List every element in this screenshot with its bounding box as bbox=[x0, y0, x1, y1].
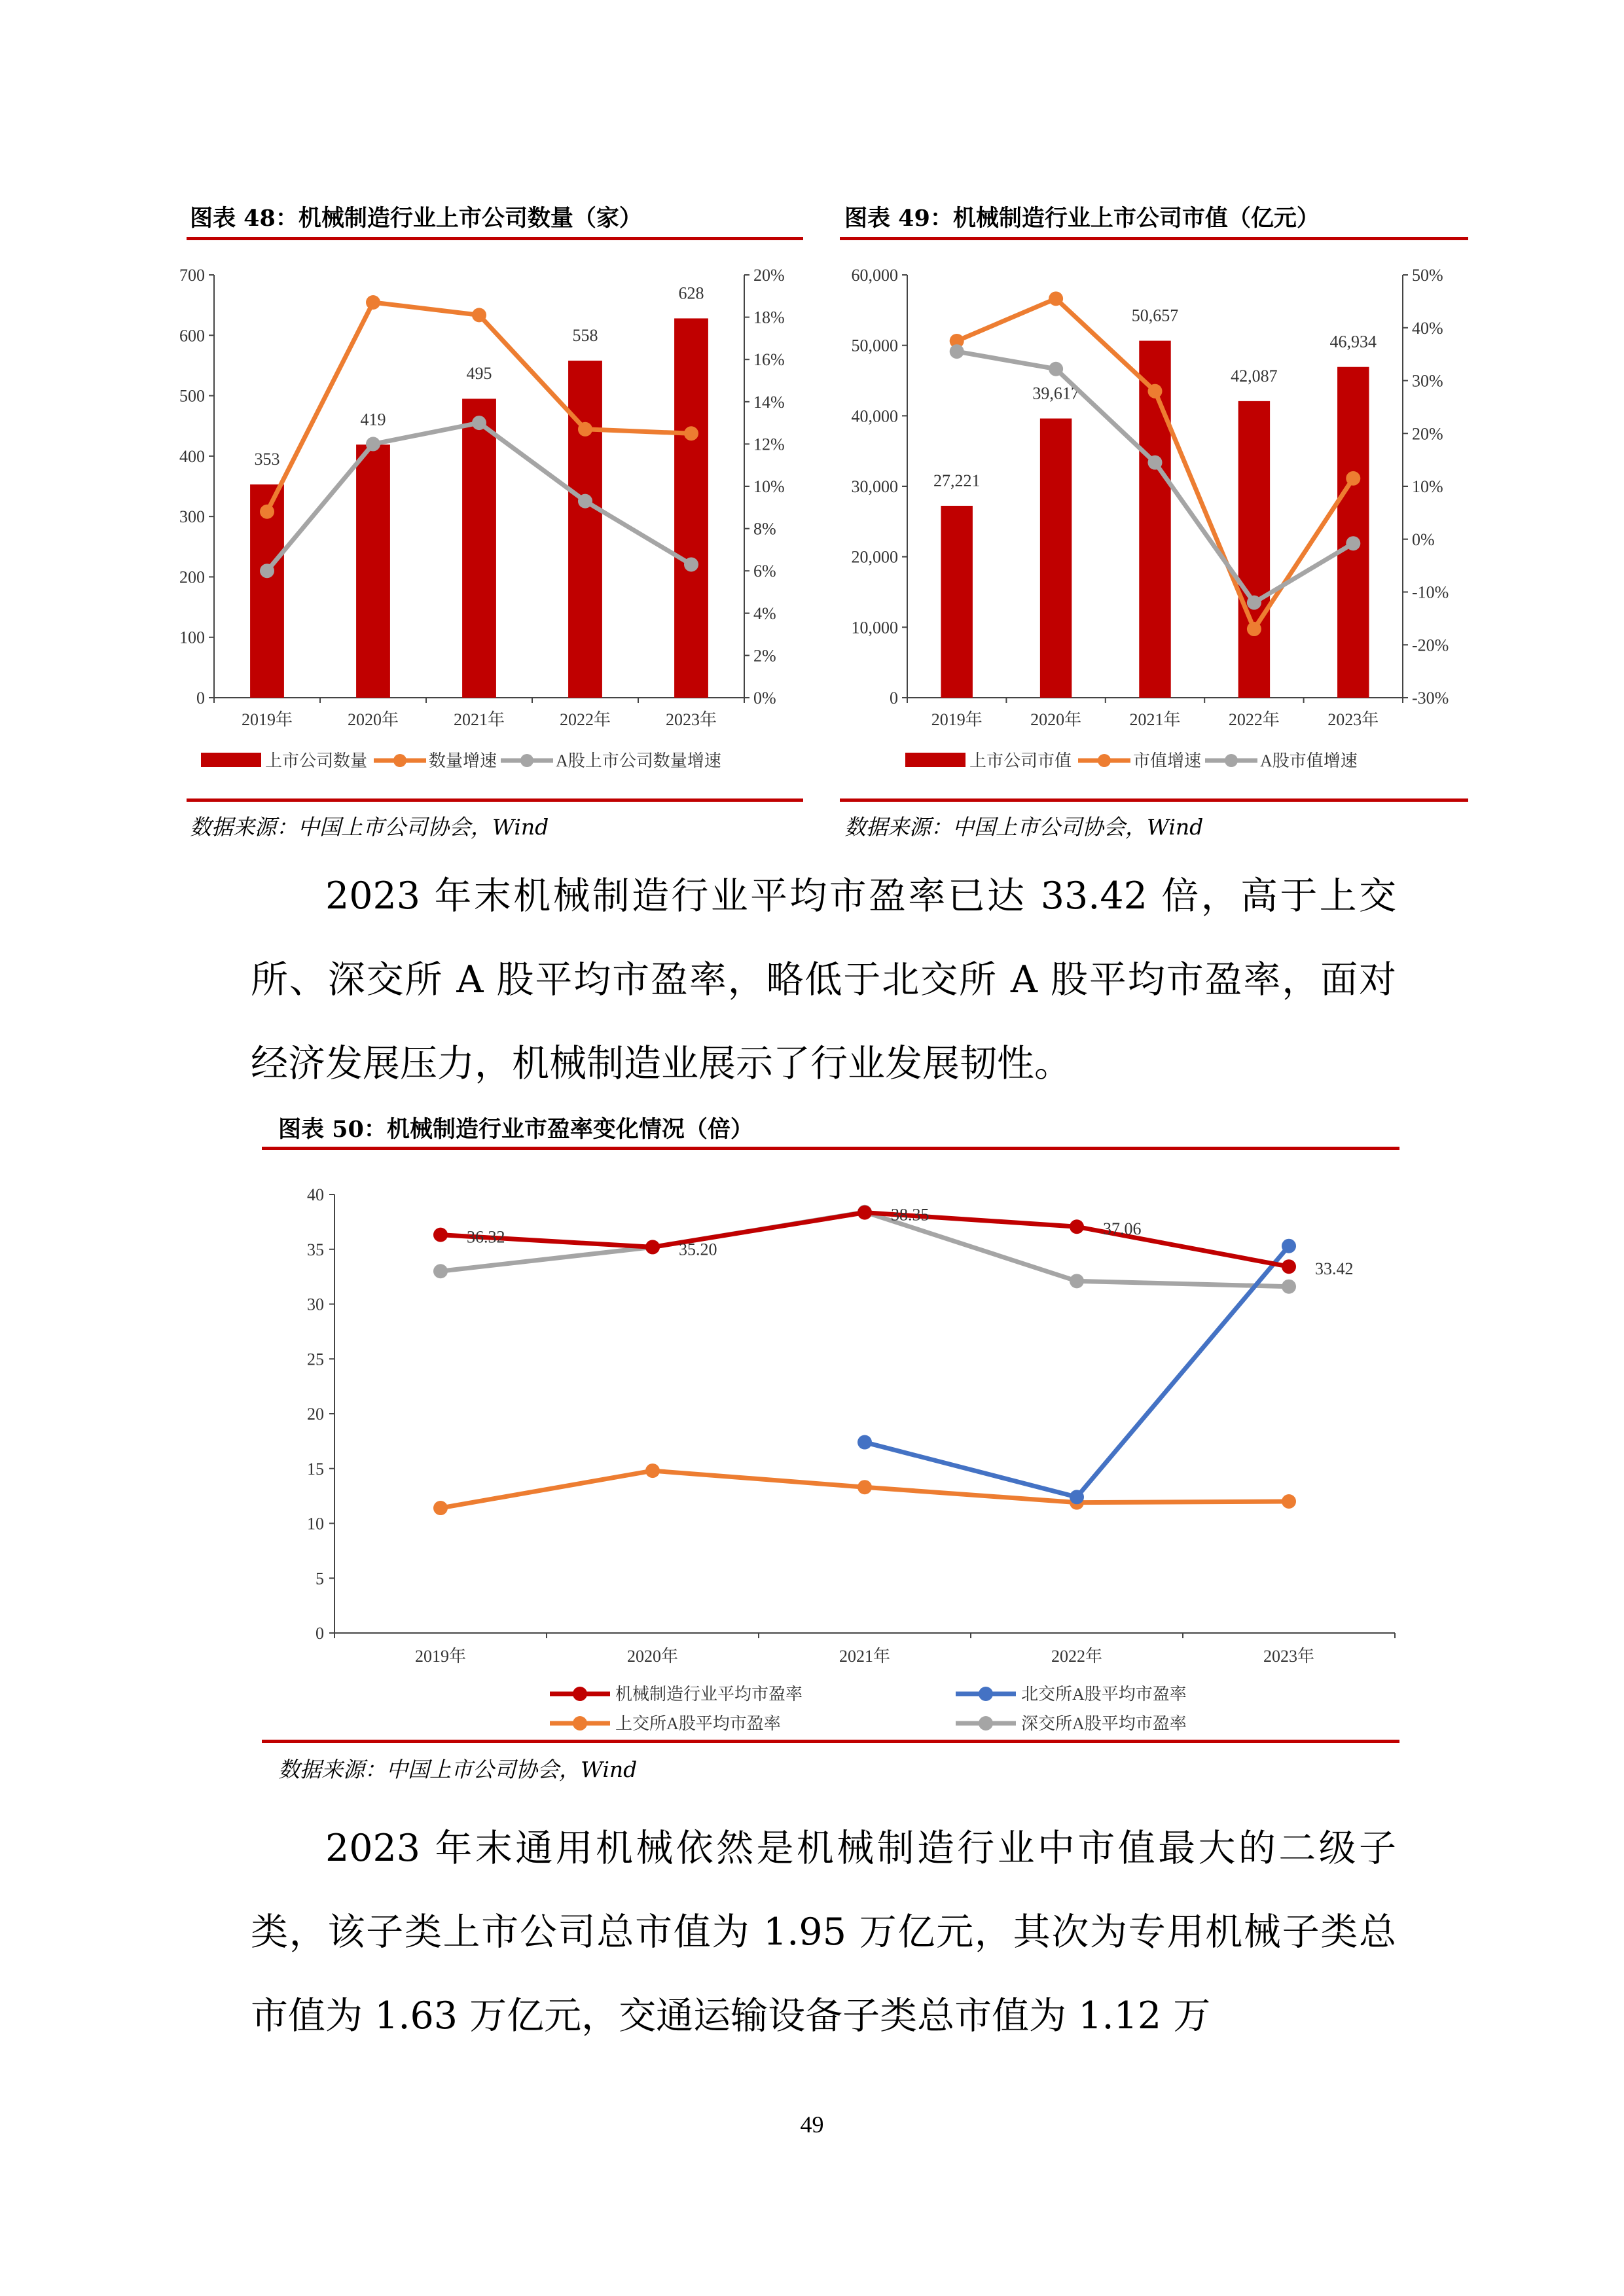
fig50-data-label: 37.06 bbox=[1103, 1219, 1142, 1239]
fig50-legend-label: 上交所A股平均市盈率 bbox=[615, 1714, 781, 1733]
fig48-legend-line-marker bbox=[393, 754, 406, 767]
fig50-x-label: 2019年 bbox=[414, 1647, 467, 1666]
fig49-ytick-left-label: 40,000 bbox=[851, 406, 898, 426]
fig50-line-1-point bbox=[857, 1435, 872, 1450]
fig49-ytick-right-label: -30% bbox=[1412, 689, 1449, 708]
fig48-bar-label: 628 bbox=[678, 283, 704, 303]
fig48-ytick-right-label: 10% bbox=[753, 477, 785, 496]
fig50-data-label: 35.20 bbox=[679, 1240, 717, 1259]
fig48-legend-line-label: 数量增速 bbox=[429, 751, 497, 770]
fig49-ytick-left-label: 0 bbox=[890, 689, 898, 708]
fig49-ytick-left-label: 10,000 bbox=[851, 618, 898, 637]
fig48-line-0-point bbox=[578, 422, 592, 437]
paragraph-market-cap: 2023 年末通用机械依然是机械制造行业中市值最大的二级子类，该子类上市公司总市值为 1.95 万亿元，其次为专用机械子类总市值为 1.63 万亿元，交通运输设备子类总市值为 1.12 万 bbox=[251, 1827, 1396, 2037]
fig50-line-3-point bbox=[433, 1264, 448, 1278]
fig48-line-0-point bbox=[684, 426, 698, 440]
fig48-ytick-right-label: 20% bbox=[753, 266, 785, 285]
fig48-ytick-left-label: 400 bbox=[179, 446, 205, 466]
fig50-line-0-point bbox=[645, 1240, 660, 1254]
fig48-ytick-left-label: 0 bbox=[196, 689, 205, 708]
fig48-x-label: 2020年 bbox=[347, 710, 399, 729]
fig49-legend-line-label: 市值增速 bbox=[1133, 751, 1202, 770]
fig50-bottom-rule bbox=[262, 1740, 1399, 1743]
fig49-line-0-point bbox=[1148, 384, 1163, 399]
fig48-top-rule bbox=[187, 237, 803, 240]
fig48-bar-label: 558 bbox=[572, 326, 598, 346]
fig48-bar bbox=[568, 361, 602, 698]
fig48-x-label: 2022年 bbox=[559, 710, 611, 729]
fig50-line-0-point bbox=[857, 1206, 872, 1220]
fig50-legend-marker bbox=[979, 1687, 993, 1701]
fig50-chart bbox=[262, 1155, 1399, 1731]
fig48-title: 图表 48：机械制造行业上市公司数量（家） bbox=[190, 205, 642, 232]
fig49-bar bbox=[1040, 418, 1072, 698]
fig49-x-label: 2022年 bbox=[1228, 710, 1280, 729]
fig48-bottom-rule bbox=[187, 798, 803, 802]
fig48-line-1-point bbox=[578, 494, 592, 509]
fig50-line-1-point bbox=[1282, 1239, 1296, 1253]
fig50-legend-marker bbox=[573, 1687, 587, 1701]
fig48-ytick-right-label: 4% bbox=[753, 603, 776, 623]
fig50-line-3 bbox=[441, 1212, 1289, 1287]
fig48-bar-label: 419 bbox=[360, 410, 386, 429]
paragraph-pe-ratio: 2023 年末机械制造行业平均市盈率已达 33.42 倍，高于上交所、深交所 A 股平均市盈率，略低于北交所 A 股平均市盈率，面对经济发展压力，机械制造业展示了行业发展韧性。 bbox=[251, 874, 1396, 1085]
fig49-line-1-point bbox=[950, 344, 964, 359]
fig49-line-1-point bbox=[1346, 536, 1360, 550]
fig50-line-1-point bbox=[1070, 1490, 1084, 1504]
fig50-x-label: 2021年 bbox=[839, 1647, 891, 1666]
fig48-ytick-right-label: 14% bbox=[753, 392, 785, 412]
fig48-ytick-right-label: 6% bbox=[753, 562, 776, 581]
fig48-chart bbox=[179, 249, 803, 792]
fig50-x-label: 2020年 bbox=[626, 1647, 679, 1666]
fig48-bar bbox=[462, 399, 496, 698]
fig50-x-label: 2022年 bbox=[1051, 1647, 1103, 1666]
fig49-line-0-point bbox=[1049, 291, 1063, 306]
fig50-legend-label: 北交所A股平均市盈率 bbox=[1021, 1685, 1187, 1704]
fig49-x-label: 2019年 bbox=[931, 710, 983, 729]
fig48-ytick-right-label: 0% bbox=[753, 689, 776, 708]
fig50-ytick-label: 30 bbox=[307, 1295, 324, 1314]
fig49-bar bbox=[1238, 401, 1270, 698]
fig48-x-label: 2021年 bbox=[453, 710, 505, 729]
fig49-ytick-right-label: -10% bbox=[1412, 583, 1449, 602]
fig50-data-label: 33.42 bbox=[1315, 1259, 1354, 1279]
fig48-bar bbox=[674, 318, 708, 698]
fig50-line-2-point bbox=[857, 1480, 872, 1494]
fig49-x-label: 2021年 bbox=[1129, 710, 1181, 729]
fig48-legend-bar-swatch bbox=[201, 753, 261, 767]
fig49-ytick-left-label: 50,000 bbox=[851, 336, 898, 355]
fig49-bar-label: 50,657 bbox=[1131, 306, 1179, 325]
fig50-legend-marker bbox=[573, 1716, 587, 1731]
fig48-source: 数据来源：中国上市公司协会，Wind bbox=[190, 814, 549, 840]
fig49-bar-label: 42,087 bbox=[1231, 366, 1278, 386]
fig49-chart bbox=[840, 249, 1468, 792]
fig50-data-label: 38.35 bbox=[891, 1205, 929, 1225]
fig48-x-label: 2023年 bbox=[665, 710, 717, 729]
fig49-bar bbox=[1337, 367, 1369, 698]
fig50-line-3-point bbox=[1070, 1274, 1084, 1288]
fig48-bar bbox=[356, 444, 390, 698]
fig50-ytick-label: 0 bbox=[316, 1624, 324, 1643]
fig50-title: 图表 50：机械制造行业市盈率变化情况（倍） bbox=[278, 1116, 753, 1143]
fig48-line-0-point bbox=[472, 308, 486, 322]
fig48-ytick-right-label: 16% bbox=[753, 350, 785, 370]
fig50-ytick-label: 10 bbox=[307, 1514, 324, 1534]
fig48-bar-label: 353 bbox=[254, 450, 280, 469]
fig49-ytick-left-label: 30,000 bbox=[851, 477, 898, 496]
fig49-source: 数据来源：中国上市公司协会，Wind bbox=[844, 814, 1204, 840]
fig48-ytick-left-label: 700 bbox=[179, 266, 205, 285]
fig49-ytick-right-label: 20% bbox=[1412, 424, 1443, 444]
fig48-ytick-left-label: 600 bbox=[179, 326, 205, 346]
fig50-ytick-label: 20 bbox=[307, 1405, 324, 1424]
fig48-ytick-right-label: 12% bbox=[753, 435, 785, 454]
fig48-line-1-point bbox=[366, 437, 380, 451]
fig50-ytick-label: 25 bbox=[307, 1350, 324, 1369]
fig50-line-0-point bbox=[433, 1228, 448, 1242]
fig49-legend-line-label: A股市值增速 bbox=[1260, 751, 1358, 770]
fig50-ytick-label: 5 bbox=[316, 1569, 324, 1588]
fig49-ytick-right-label: 10% bbox=[1412, 477, 1443, 496]
fig48-line-0-point bbox=[260, 505, 274, 519]
fig48-ytick-right-label: 18% bbox=[753, 308, 785, 327]
fig48-ytick-left-label: 300 bbox=[179, 507, 205, 527]
fig48-x-label: 2019年 bbox=[241, 710, 293, 729]
fig50-ytick-label: 40 bbox=[307, 1185, 324, 1204]
fig49-ytick-right-label: -20% bbox=[1412, 636, 1449, 655]
fig50-ytick-label: 35 bbox=[307, 1240, 324, 1259]
fig48-line-1-point bbox=[684, 558, 698, 572]
fig49-line-1-point bbox=[1049, 362, 1063, 376]
fig50-ytick-label: 15 bbox=[307, 1459, 324, 1479]
fig49-line-1-point bbox=[1247, 596, 1261, 610]
fig48-bar-label: 495 bbox=[466, 364, 492, 384]
fig49-x-label: 2023年 bbox=[1327, 710, 1379, 729]
fig50-line-0-point bbox=[1282, 1259, 1296, 1274]
fig50-legend-label: 深交所A股平均市盈率 bbox=[1021, 1714, 1187, 1733]
fig50-data-label: 36.32 bbox=[467, 1227, 505, 1247]
fig48-legend-line-label: A股上市公司数量增速 bbox=[556, 751, 721, 770]
fig49-legend-line-marker bbox=[1098, 754, 1111, 767]
fig49-line-1-point bbox=[1148, 456, 1163, 470]
fig50-legend-label: 机械制造行业平均市盈率 bbox=[615, 1685, 803, 1704]
fig49-x-label: 2020年 bbox=[1030, 710, 1082, 729]
fig50-line-2-point bbox=[1282, 1494, 1296, 1509]
fig49-line-0-point bbox=[1346, 471, 1360, 486]
fig50-top-rule bbox=[262, 1147, 1399, 1150]
fig49-bar bbox=[941, 506, 972, 698]
fig50-line-2-point bbox=[645, 1463, 660, 1478]
fig50-line-3-point bbox=[1282, 1280, 1296, 1294]
fig49-top-rule bbox=[840, 237, 1468, 240]
page-number: 49 bbox=[800, 2111, 824, 2138]
fig49-bar-label: 27,221 bbox=[933, 471, 981, 490]
fig49-ytick-right-label: 0% bbox=[1412, 529, 1435, 549]
fig48-ytick-right-label: 2% bbox=[753, 646, 776, 666]
fig49-bottom-rule bbox=[840, 798, 1468, 802]
fig49-legend-bar-swatch bbox=[905, 753, 965, 767]
fig49-ytick-left-label: 60,000 bbox=[851, 266, 898, 285]
fig50-line-2-point bbox=[433, 1501, 448, 1515]
fig48-ytick-left-label: 100 bbox=[179, 628, 205, 647]
fig48-line-0-point bbox=[366, 295, 380, 310]
fig50-legend-marker bbox=[979, 1716, 993, 1731]
fig49-title: 图表 49：机械制造行业上市公司市值（亿元） bbox=[844, 205, 1320, 232]
fig49-line-0-point bbox=[1247, 622, 1261, 636]
fig50-x-label: 2023年 bbox=[1263, 1647, 1315, 1666]
fig49-legend-bar-label: 上市公司市值 bbox=[969, 751, 1072, 770]
fig48-line-1-point bbox=[472, 416, 486, 430]
fig49-ytick-left-label: 20,000 bbox=[851, 547, 898, 567]
fig48-legend-bar-label: 上市公司数量 bbox=[265, 751, 368, 770]
fig48-legend-line-marker bbox=[520, 754, 533, 767]
fig49-ytick-right-label: 30% bbox=[1412, 371, 1443, 391]
fig49-legend-line-marker bbox=[1225, 754, 1238, 767]
fig48-ytick-left-label: 200 bbox=[179, 567, 205, 587]
fig48-ytick-right-label: 8% bbox=[753, 519, 776, 539]
fig48-ytick-left-label: 500 bbox=[179, 386, 205, 406]
fig49-ytick-right-label: 40% bbox=[1412, 318, 1443, 338]
fig50-line-0-point bbox=[1070, 1219, 1084, 1234]
fig49-ytick-right-label: 50% bbox=[1412, 266, 1443, 285]
fig49-bar-label: 46,934 bbox=[1329, 332, 1377, 351]
fig50-source: 数据来源：中国上市公司协会，Wind bbox=[278, 1757, 638, 1782]
fig49-bar-label: 39,617 bbox=[1032, 384, 1079, 403]
fig48-line-1-point bbox=[260, 564, 274, 578]
